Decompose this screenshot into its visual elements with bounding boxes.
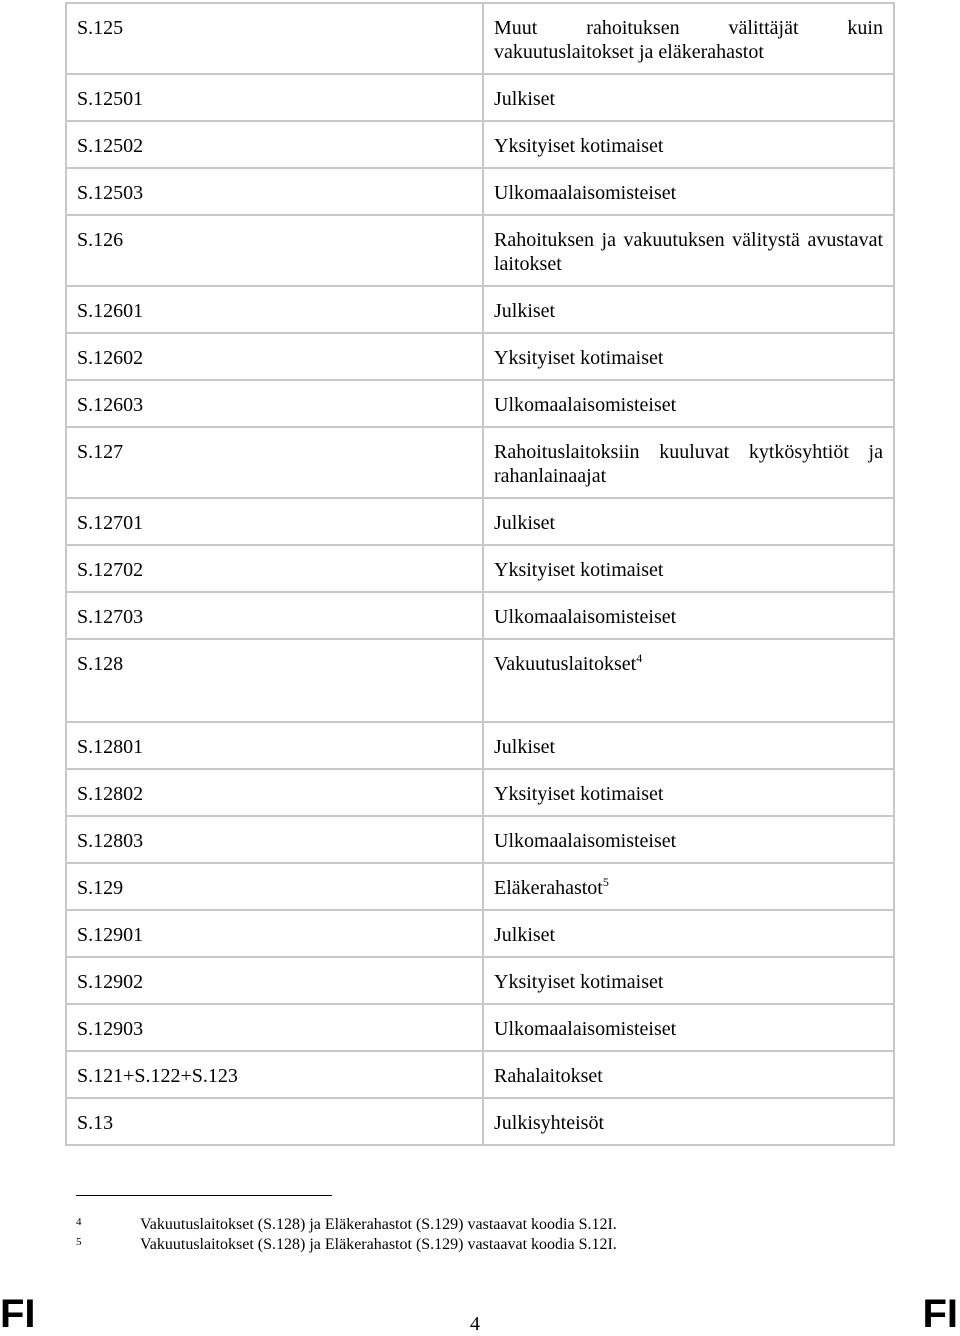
table-row xyxy=(66,333,894,380)
sector-name-text: Rahoituslaitoksiin kuuluvat kytkösyhtiöt ja rahanlainaajat xyxy=(494,441,883,487)
sector-code: S.121+S.122+S.123 xyxy=(66,1051,483,1098)
table-row xyxy=(66,816,894,863)
sector-name xyxy=(483,498,894,545)
sector-code: S.129 xyxy=(66,863,483,910)
sector-name-text: Julkiset xyxy=(494,300,556,322)
sector-code: S.12703 xyxy=(66,592,483,639)
sector-name-text: Ulkomaalaisomisteiset xyxy=(494,182,677,204)
sector-name-text: Vakuutuslaitokset xyxy=(494,653,637,675)
sector-name-text: Julkiset xyxy=(494,512,556,534)
table-row xyxy=(66,3,894,74)
footnote xyxy=(76,1235,617,1255)
sector-code: S.12801 xyxy=(66,722,483,769)
sector-name-text: Julkiset xyxy=(494,736,556,758)
sector-name-text: Yksityiset kotimaiset xyxy=(494,783,664,805)
sector-name xyxy=(483,3,894,74)
sector-name xyxy=(483,816,894,863)
sector-code: S.125 xyxy=(66,3,483,74)
sector-name xyxy=(483,769,894,816)
sector-name xyxy=(483,74,894,121)
sector-name xyxy=(483,863,894,910)
sector-name xyxy=(483,215,894,286)
sector-name xyxy=(483,1098,894,1145)
footnotes xyxy=(76,1215,617,1255)
sector-name-text: Muut rahoituksen välittäjät kuin vakuutuslaitokset ja eläkerahastot xyxy=(494,17,883,63)
footer-language-left: FI xyxy=(0,1292,36,1336)
footnote-text: Vakuutuslaitokset (S.128) ja Eläkerahastot (S.129) vastaavat koodia S.12I. xyxy=(140,1216,617,1233)
sector-code: S.12701 xyxy=(66,498,483,545)
sector-name xyxy=(483,722,894,769)
sector-name xyxy=(483,1004,894,1051)
footnote-separator xyxy=(76,1195,332,1196)
table-row xyxy=(66,957,894,1004)
sector-name xyxy=(483,380,894,427)
sector-name-text: Ulkomaalaisomisteiset xyxy=(494,394,677,416)
table-row xyxy=(66,545,894,592)
sector-name-text: Julkisyhteisöt xyxy=(494,1112,605,1134)
sector-name-text: Yksityiset kotimaiset xyxy=(494,135,664,157)
table-row xyxy=(66,286,894,333)
sector-name-text: Eläkerahastot xyxy=(494,877,603,899)
sector-name-text: Julkiset xyxy=(494,88,556,110)
sector-name-text: Yksityiset kotimaiset xyxy=(494,971,664,993)
footnote xyxy=(76,1215,617,1235)
sector-code: S.12803 xyxy=(66,816,483,863)
sector-code: S.12903 xyxy=(66,1004,483,1051)
sector-name xyxy=(483,545,894,592)
sector-name-text: Rahalaitokset xyxy=(494,1065,603,1087)
table-body xyxy=(66,3,894,1145)
table-row xyxy=(66,215,894,286)
sector-code: S.12602 xyxy=(66,333,483,380)
sector-name xyxy=(483,592,894,639)
sector-code: S.12901 xyxy=(66,910,483,957)
sector-name xyxy=(483,427,894,498)
footnote-reference: 4 xyxy=(636,651,643,665)
sector-name-text: Yksityiset kotimaiset xyxy=(494,347,664,369)
sector-name xyxy=(483,121,894,168)
footnote-mark: 5 xyxy=(76,1236,82,1248)
sector-name-text: Ulkomaalaisomisteiset xyxy=(494,830,677,852)
sector-name-text: Ulkomaalaisomisteiset xyxy=(494,1018,677,1040)
sector-code: S.12502 xyxy=(66,121,483,168)
sector-name xyxy=(483,957,894,1004)
table-row xyxy=(66,1004,894,1051)
footnote-reference: 5 xyxy=(602,875,609,889)
table-row xyxy=(66,380,894,427)
sector-name-text: Yksityiset kotimaiset xyxy=(494,559,664,581)
sector-code: S.12501 xyxy=(66,74,483,121)
table-row xyxy=(66,427,894,498)
table-row xyxy=(66,168,894,215)
sector-name-text: Julkiset xyxy=(494,924,556,946)
table-row xyxy=(66,121,894,168)
table-row xyxy=(66,592,894,639)
sector-name xyxy=(483,286,894,333)
table-row xyxy=(66,769,894,816)
sector-code: S.12503 xyxy=(66,168,483,215)
table-row xyxy=(66,639,894,722)
sector-name-text: Ulkomaalaisomisteiset xyxy=(494,606,677,628)
table-row xyxy=(66,722,894,769)
table-row xyxy=(66,1051,894,1098)
sector-name xyxy=(483,1051,894,1098)
sector-code: S.12603 xyxy=(66,380,483,427)
sector-code: S.12601 xyxy=(66,286,483,333)
footnote-text: Vakuutuslaitokset (S.128) ja Eläkerahastot (S.129) vastaavat koodia S.12I. xyxy=(140,1236,617,1253)
sector-code: S.127 xyxy=(66,427,483,498)
sector-code: S.13 xyxy=(66,1098,483,1145)
sector-name-text: Rahoituksen ja vakuutuksen välitystä avustavat laitokset xyxy=(494,229,883,275)
page-number: 4 xyxy=(470,1313,480,1335)
sector-code: S.12702 xyxy=(66,545,483,592)
sector-name xyxy=(483,910,894,957)
footnote-mark: 4 xyxy=(76,1216,82,1228)
table-row xyxy=(66,910,894,957)
footer-language-right: FI xyxy=(922,1292,958,1336)
sector-name xyxy=(483,333,894,380)
sector-code: S.12902 xyxy=(66,957,483,1004)
sector-name xyxy=(483,639,894,722)
table-row xyxy=(66,1098,894,1145)
table-row xyxy=(66,498,894,545)
sector-code: S.12802 xyxy=(66,769,483,816)
table-row xyxy=(66,863,894,910)
sector-code-table xyxy=(65,2,895,1146)
sector-code: S.128 xyxy=(66,639,483,722)
sector-code: S.126 xyxy=(66,215,483,286)
table-row xyxy=(66,74,894,121)
sector-name xyxy=(483,168,894,215)
